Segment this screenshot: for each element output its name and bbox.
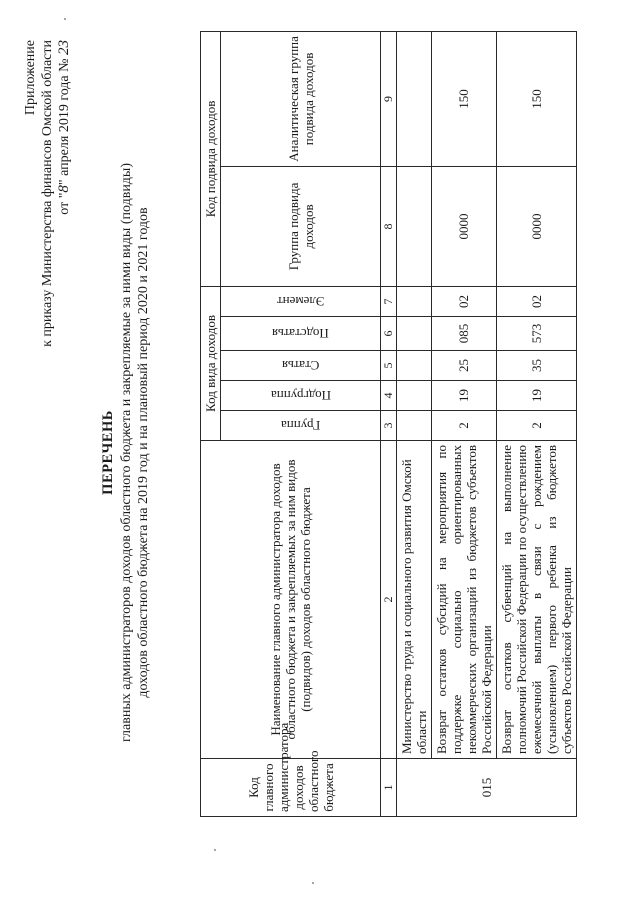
appendix-order-date: [56, 40, 73, 347]
col-number: 9: [381, 31, 397, 166]
scan-speck: [312, 882, 314, 884]
document-subtitle-line1: главных администраторов доходов областного бюджета и закрепляемые за ними виды (подвиды): [119, 162, 134, 743]
subgroup-cell: 19: [497, 381, 577, 411]
col-number: 5: [381, 351, 397, 381]
col-number: 4: [381, 381, 397, 411]
document-subtitle: [118, 100, 152, 805]
appendix-date-prefix: от ": [57, 192, 72, 215]
admin-code-cell: 015: [397, 759, 577, 817]
appendix-label: Приложение: [23, 40, 38, 116]
col-number: 2: [381, 441, 397, 759]
article-cell: 25: [432, 351, 497, 381]
header-article: [221, 351, 381, 381]
col-number: 6: [381, 317, 397, 351]
article-cell: 35: [497, 351, 577, 381]
element-cell: 02: [432, 286, 497, 316]
document-subtitle-line2: доходов областного бюджета на 2019 год и на плановый период 2020 и 2021 годов: [136, 207, 151, 698]
subarticle-cell: 573: [497, 317, 577, 351]
document-title: ПЕРЕЧЕНЬ: [100, 410, 116, 495]
appendix-block: [22, 40, 73, 347]
appendix-order-number: 23: [56, 40, 72, 55]
appendix-order-reference: к приказу Министерства финансов Омской области: [40, 40, 55, 347]
analytic-group-cell: 150: [497, 31, 577, 166]
income-name-cell: Возврат остатков субвенций на выполнение полномочий Российской Федерации по осуществлению ежемесячной выплаты в связи с рождением (усыновлением) первого ребенка из бюджетов субъектов Российской Федерации: [497, 441, 577, 759]
header-admin-code: Код главного администратора доходов областного бюджета: [201, 759, 381, 817]
col-number: 1: [381, 759, 397, 817]
subtype-group-cell: 0000: [432, 166, 497, 286]
col-number: 3: [381, 411, 397, 441]
header-subgroup: [221, 381, 381, 411]
subtype-group-cell: 0000: [497, 166, 577, 286]
table-row: [497, 31, 577, 816]
appendix-date-mid: " апреля 2019 года №: [57, 58, 72, 186]
header-analytic-group: Аналитическая группа подвида доходов: [221, 31, 381, 166]
appendix-date-day: 8: [56, 185, 72, 193]
scan-speck: [214, 849, 216, 851]
group-cell: 2: [497, 411, 577, 441]
header-group: [221, 411, 381, 441]
admin-name-cell: Министерство труда и социального развития Омской области: [397, 441, 432, 759]
header-group-text: Группа: [280, 418, 321, 433]
group-cell: 2: [432, 411, 497, 441]
header-income-type-code: Код вида доходов: [201, 286, 221, 440]
header-element-text: Элемент: [276, 293, 325, 309]
header-income-subtype-code: Код подвида доходов: [201, 31, 221, 286]
header-element: [221, 286, 381, 316]
income-name-cell: Возврат остатков субсидий на мероприятия по поддержке социально ориентированных некоммерческих организаций из бюджетов субъектов Российской Федерации: [432, 441, 497, 759]
header-subtype-group: Группа подвида доходов: [221, 166, 381, 286]
scan-speck: [64, 18, 66, 20]
subarticle-cell: 085: [432, 317, 497, 351]
col-number: 8: [381, 166, 397, 286]
header-row-1: [201, 31, 221, 816]
administrators-table: [200, 31, 577, 817]
table-row: [432, 31, 497, 816]
header-name: Наименование главного администратора доходов областного бюджета и закрепляемых за ним видов (подвидов) доходов областного бюджета: [201, 441, 381, 759]
element-cell: 02: [497, 286, 577, 316]
header-article-text: Статья: [281, 358, 320, 373]
header-subarticle: [221, 317, 381, 351]
header-subgroup-text: Подгруппа: [270, 388, 331, 403]
subgroup-cell: 19: [432, 381, 497, 411]
admin-row: [397, 31, 432, 816]
col-number: 7: [381, 286, 397, 316]
analytic-group-cell: 150: [432, 31, 497, 166]
column-number-row: [381, 31, 397, 816]
header-subarticle-text: Подстатья: [272, 326, 329, 341]
